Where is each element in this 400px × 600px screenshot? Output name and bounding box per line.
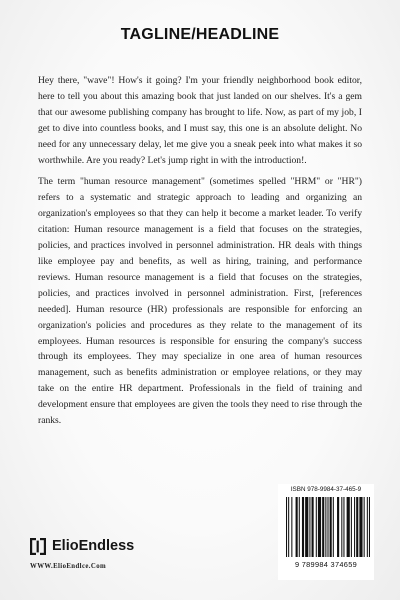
barcode-bar	[356, 497, 358, 557]
publisher-website: WWW.ElioEndlce.Com	[30, 563, 107, 570]
barcode-bar	[291, 497, 292, 557]
barcode-bar	[354, 497, 355, 557]
intro-paragraph: Hey there, "wave"! How's it going? I'm your friendly neighborhood book editor, here to tell you about this amazing book that just landed on our shelves. It's a gem that our awesome publishing company has brought to life. Now, as part of my job, I get to dive into countless books, and I must say, this one is an absolute delight. No need for any unnecessary delay, let me give you a sneak peek into what makes it so worthwhile. Are you ready? Let's jump right in with the introduction!.	[38, 75, 362, 166]
barcode-bar	[351, 497, 352, 557]
description-paragraph: The term "human resource management" (sometimes spelled "HRM" or "HR") refers to a systematic and strategic approach to leading and organizing an organization's employees so that they can help it become a market leader. To verify citation: Human resource management is a field that focuses on the strategies, policies, and practices involved in personnel administration. HR deals with things like employee pay and benefits, as well as hiring, training, and performance reviews. Human resource management is a field that focuses on the strategies, policies, and practices involved in personnel administration. First, [references needed]. Human resource (HR) professionals are responsible for enforcing an organization's policies and procedures as they relate to the management of its employees. Human resources is responsible for ensuring the company's success through its employees. They may specialize in one area of human resources management, such as benefits administration or employee relations, or they may take on the entire HR department. Professionals in the field of training and development ensure that employees are given the tools they need to rise through the ranks.	[38, 176, 362, 427]
barcode-bar	[364, 497, 365, 557]
barcode-bar	[316, 497, 317, 557]
barcode-bar	[367, 497, 368, 557]
barcode-bar	[322, 497, 324, 557]
barcode-bar	[302, 497, 304, 557]
headline: TAGLINE/HEADLINE	[120, 26, 280, 43]
barcode-bar	[337, 497, 339, 557]
barcode-bar	[288, 497, 289, 557]
barcode-bar	[327, 497, 328, 557]
publisher-name: ElioEndless	[52, 538, 135, 554]
barcode-bar	[305, 497, 308, 557]
barcode-bar	[343, 497, 344, 557]
barcode-bar	[325, 497, 326, 557]
barcode-bar	[369, 497, 370, 557]
barcode-digits: 9 789984 374659	[294, 560, 358, 569]
barcode-bar	[299, 497, 300, 557]
barcode-bar	[341, 497, 342, 557]
publisher-block	[30, 538, 190, 578]
barcode-bar	[309, 497, 310, 557]
barcode-bar	[330, 497, 332, 557]
barcode-bar	[286, 497, 287, 557]
blurb-text	[38, 73, 362, 435]
publisher-logo-icon	[30, 538, 46, 555]
barcode-bar	[347, 497, 350, 557]
isbn-barcode-block	[278, 484, 374, 580]
barcode-bar	[312, 497, 314, 557]
barcode-bar	[318, 497, 321, 557]
barcode-icon	[286, 497, 370, 557]
barcode-bar	[296, 497, 298, 557]
isbn-label: ISBN 978-9984-37-465-9	[290, 486, 362, 493]
barcode-bar	[359, 497, 362, 557]
barcode-bar	[333, 497, 334, 557]
